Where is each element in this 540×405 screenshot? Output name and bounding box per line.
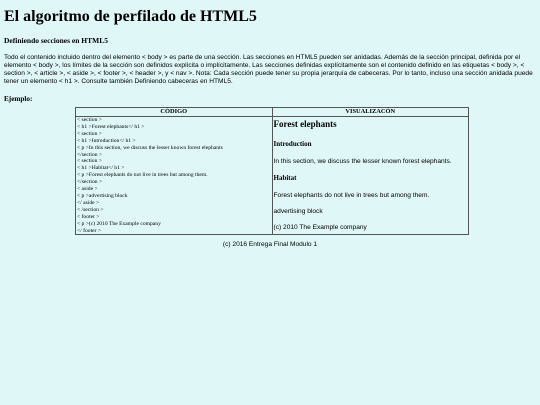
code-line: </section >: [77, 151, 103, 158]
preview-habitat-heading: Habitat: [273, 174, 297, 183]
code-line: </section >: [77, 179, 103, 186]
code-line: < p >advertising block: [77, 192, 128, 199]
code-line: < footer >: [77, 213, 100, 220]
preview-footer-text: (c) 2010 The Example company: [273, 224, 367, 232]
preview-habitat-text: Forest elephants do not live in trees but among them.: [273, 192, 430, 200]
code-line: < section >: [77, 158, 102, 165]
code-line: < h1 >Habitat</ h1 >: [77, 165, 125, 172]
column-header-code: CÓDIGO: [76, 108, 273, 117]
code-line: < h1 >Forest elephants</ h1 >: [77, 123, 145, 130]
code-line: < p >Forest elephants do not live in trees but among them.: [77, 172, 208, 179]
column-header-preview: VISUALIZACÓN: [272, 108, 469, 117]
preview-intro-text: In this section, we discuss the lesser known forest elephants.: [273, 158, 452, 166]
section-subtitle: Definiendo secciones en HTML5: [4, 36, 108, 45]
code-line: </ footer >: [77, 227, 102, 234]
preview-aside-text: advertising block: [273, 208, 323, 216]
code-line: < section >: [77, 130, 102, 137]
code-line: < section >: [77, 117, 102, 123]
table-row: [76, 117, 469, 235]
code-line: < p >In this section, we discuss the lesser known forest elephants: [77, 144, 223, 151]
comparison-table: [75, 107, 469, 235]
code-line: < p >(c) 2010 The Example company: [77, 220, 161, 227]
code-line: </ aside >: [77, 199, 100, 206]
code-line: < aside >: [77, 186, 98, 193]
preview-cell: [272, 117, 469, 235]
preview-intro-heading: Introduction: [273, 140, 312, 149]
table-header-row: [76, 108, 469, 117]
code-line: < /section >: [77, 206, 104, 213]
page-title: El algoritmo de perfilado de HTML5: [4, 8, 257, 25]
code-cell: [76, 117, 273, 235]
page-footer: (c) 2016 Entrega Final Modulo 1: [222, 241, 318, 249]
intro-paragraph: Todo el contenido incluido dentro del elemento < body > es parte de una sección. Las secciones en HTML5 pueden ser anidadas. Además de la sección principal, definida por el elemento < body >, los límites de la sección son definidos explícita o implícitamente. Las secciones definidas explícitamente son el contenido definido en las etiquetas < body >, < section >, < article >, < aside >, < footer >, < header >, y < nav >. Nota: Cada sección puede tener su propia jerarquía de cabeceras. Por lo tanto, incluso una sección anidada puede tener un elemento < h1 >. Consulte también Definiendo cabeceras en HTML5.: [4, 54, 533, 85]
preview-heading: Forest elephants: [273, 119, 337, 130]
example-label: Ejemplo:: [4, 95, 33, 103]
code-line: < h1 >Introduction</ h1 >: [77, 137, 136, 144]
